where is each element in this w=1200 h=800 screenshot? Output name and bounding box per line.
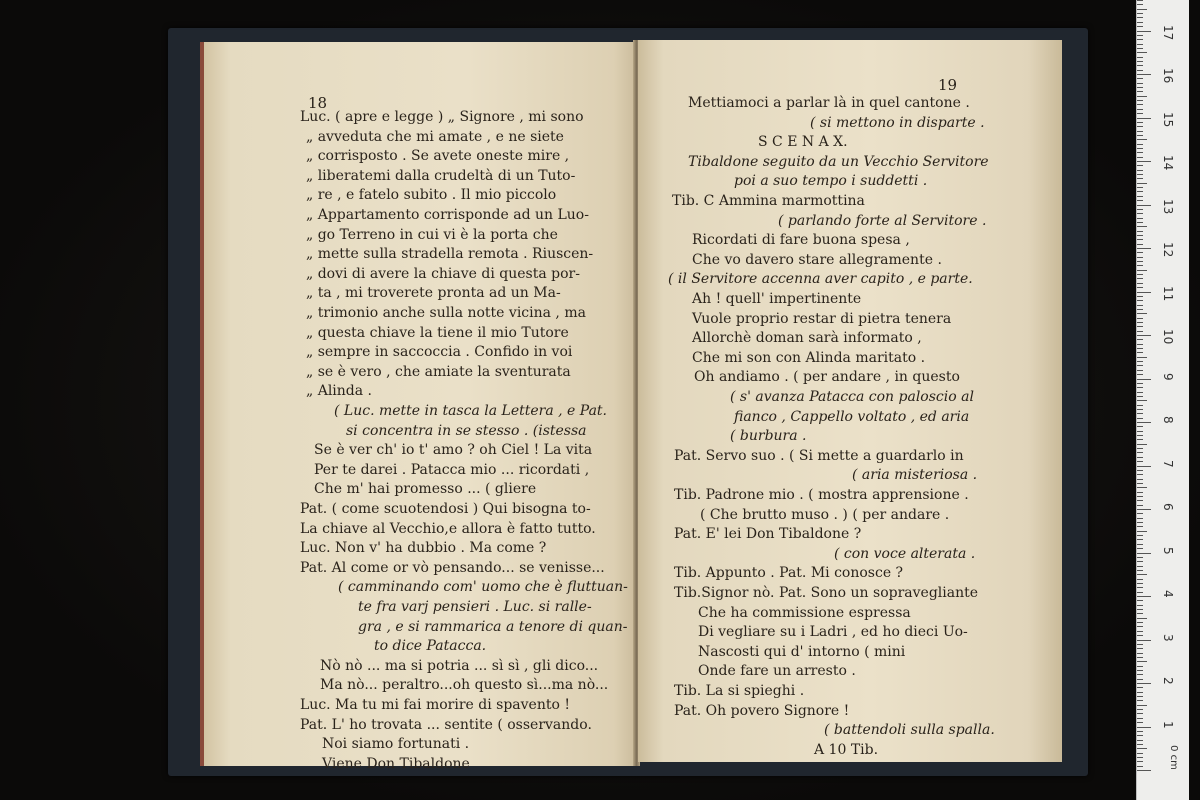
ruler-tick	[1137, 553, 1151, 554]
ruler-tick	[1137, 718, 1143, 719]
ruler-tick	[1137, 26, 1143, 27]
ruler-tick	[1137, 731, 1143, 732]
text-line: Luc. Ma tu mi fai morire di spavento !	[300, 697, 570, 713]
text-line: „ Alinda .	[306, 383, 372, 400]
ruler-tick	[1137, 596, 1151, 597]
ruler-tick	[1137, 635, 1143, 636]
text-line: Luc. ( apre e legge ) „ Signore , mi sono	[300, 109, 584, 125]
ruler-number: 2	[1161, 677, 1175, 685]
text-line: fianco , Cappello voltato , ed aria	[734, 408, 970, 425]
ruler-tick	[1137, 300, 1143, 301]
ruler-tick	[1137, 683, 1151, 684]
text-line: Ah ! quell' impertinente	[692, 291, 862, 307]
text-line: ( parlando forte al Servitore .	[778, 212, 987, 229]
text-line: gra , e si rammarica a tenore di quan-	[358, 618, 628, 635]
ruler-tick	[1137, 509, 1151, 510]
ruler-tick	[1137, 492, 1143, 493]
text-line: „ avveduta che mi amate , e ne siete	[306, 128, 564, 145]
ruler-tick	[1137, 500, 1143, 501]
ruler-tick	[1137, 178, 1143, 179]
ruler-tick	[1137, 157, 1143, 158]
text-line: Di vegliare su i Ladri , ed ho dieci Uo-	[698, 624, 968, 641]
ruler-tick	[1137, 566, 1143, 567]
ruler-tick	[1137, 365, 1143, 366]
ruler-tick	[1137, 548, 1143, 549]
ruler-tick	[1137, 409, 1143, 410]
ruler-tick	[1137, 757, 1143, 758]
ruler-tick	[1137, 713, 1143, 714]
measuring-ruler	[1136, 0, 1189, 800]
ruler-tick	[1137, 679, 1143, 680]
ruler-tick	[1137, 70, 1143, 71]
ruler-tick	[1137, 470, 1143, 471]
ruler-tick	[1137, 44, 1143, 45]
ruler-tick	[1137, 48, 1143, 49]
ruler-tick	[1137, 574, 1147, 575]
text-line: „ se è vero , che amiate la sventurata	[306, 363, 571, 380]
text-line: si concentra in se stesso . (istessa	[346, 422, 587, 439]
ruler-tick	[1137, 657, 1143, 658]
ruler-number: 14	[1161, 155, 1175, 171]
ruler-tick	[1137, 318, 1143, 319]
ruler-number: 15	[1161, 111, 1175, 127]
ruler-tick	[1137, 592, 1143, 593]
ruler-tick	[1137, 626, 1143, 627]
text-line: „ sempre in saccoccia . Confido in voi	[306, 344, 573, 361]
text-line: „ re , e fatelo subito . Il mio piccolo	[306, 187, 557, 204]
ruler-tick	[1137, 435, 1143, 436]
ruler-number: 4	[1161, 590, 1175, 598]
ruler-number: 8	[1161, 416, 1175, 424]
ruler-tick	[1137, 235, 1143, 236]
ruler-tick	[1137, 61, 1143, 62]
left-page-number: 18	[308, 94, 328, 112]
ruler-tick	[1137, 740, 1143, 741]
ruler-number: 16	[1161, 68, 1175, 84]
ruler-tick	[1137, 348, 1143, 349]
text-line: Tib. La si spieghi .	[674, 683, 805, 699]
ruler-tick	[1137, 561, 1143, 562]
text-line: Che vo davero stare allegramente .	[692, 251, 942, 268]
ruler-tick	[1137, 392, 1143, 393]
ruler-tick	[1137, 526, 1143, 527]
ruler-tick	[1137, 261, 1143, 262]
ruler-tick	[1137, 226, 1147, 227]
text-line: Ricordati di fare buona spesa ,	[692, 232, 910, 249]
ruler-tick	[1137, 744, 1143, 745]
ruler-tick	[1137, 74, 1151, 75]
ruler-tick	[1137, 126, 1143, 127]
ruler-tick	[1137, 283, 1143, 284]
ruler-tick	[1137, 213, 1143, 214]
ruler-tick	[1137, 631, 1143, 632]
ruler-tick	[1137, 200, 1143, 201]
ruler-number: 11	[1161, 285, 1175, 301]
ruler-tick	[1137, 461, 1143, 462]
ruler-tick	[1137, 148, 1143, 149]
text-line: to dice Patacca.	[374, 638, 487, 655]
text-line: Pat. Oh povero Signore !	[674, 702, 850, 719]
text-line: Vuole proprio restar di pietra tenera	[692, 310, 952, 327]
ruler-tick	[1137, 135, 1143, 136]
ruler-tick	[1137, 422, 1151, 423]
text-line: ( s' avanza Patacca con paloscio al	[730, 389, 974, 405]
ruler-tick	[1137, 583, 1143, 584]
ruler-tick	[1137, 326, 1143, 327]
text-line: Tib. C Ammina marmottina	[672, 193, 865, 209]
text-line: Ma nò... peraltro...oh questo sì...ma nò...	[320, 677, 609, 694]
ruler-tick	[1137, 183, 1147, 184]
ruler-tick	[1137, 622, 1143, 623]
ruler-tick	[1137, 331, 1143, 332]
ruler-tick	[1137, 361, 1143, 362]
ruler-tick	[1137, 383, 1143, 384]
text-line: te fra varj pensieri . Luc. si ralle-	[358, 599, 592, 615]
text-line: Allorchè doman sarà informato ,	[692, 330, 922, 347]
ruler-tick	[1137, 405, 1143, 406]
ruler-tick	[1137, 222, 1143, 223]
ruler-tick	[1137, 418, 1143, 419]
ruler-number: 6	[1161, 503, 1175, 511]
ruler-tick	[1137, 218, 1143, 219]
left-page	[200, 42, 640, 772]
ruler-tick	[1137, 122, 1143, 123]
ruler-tick	[1137, 118, 1151, 119]
ruler-tick	[1137, 600, 1143, 601]
right-page	[638, 40, 1062, 762]
ruler-tick	[1137, 13, 1143, 14]
text-line: Che mi son con Alinda maritato .	[692, 349, 926, 366]
ruler-tick	[1137, 479, 1143, 480]
ruler-number: 7	[1161, 459, 1175, 468]
ruler-tick	[1137, 487, 1147, 488]
ruler-tick	[1137, 305, 1143, 306]
ruler-tick	[1137, 709, 1143, 710]
ruler-tick	[1137, 244, 1143, 245]
text-line: Luc. Non v' ha dubbio . Ma come ?	[300, 540, 547, 557]
ruler-tick	[1137, 39, 1143, 40]
text-line: Tib. Padrone mio . ( mostra apprensione .	[674, 487, 969, 503]
ruler-tick	[1137, 174, 1143, 175]
text-line: Pat. Al come or vò pensando... se venisse...	[300, 559, 605, 576]
ruler-tick	[1137, 609, 1143, 610]
ruler-tick	[1137, 439, 1143, 440]
ruler-tick	[1137, 0, 1143, 1]
text-line: ( Che brutto muso . ) ( per andare .	[700, 506, 950, 523]
text-line: „ trimonio anche sulla notte vicina , ma	[306, 305, 586, 321]
ruler-tick	[1137, 265, 1143, 266]
ruler-tick	[1137, 640, 1151, 641]
ruler-tick	[1137, 696, 1143, 697]
ruler-tick	[1137, 322, 1143, 323]
ruler-tick	[1137, 748, 1147, 749]
ruler-tick	[1137, 9, 1147, 10]
ruler-tick	[1137, 104, 1143, 105]
ruler-tick	[1137, 335, 1151, 336]
ruler-tick	[1137, 83, 1143, 84]
ruler-tick	[1137, 535, 1143, 536]
ruler-tick	[1137, 296, 1143, 297]
ruler-tick	[1137, 448, 1143, 449]
text-line: ( si mettono in disparte .	[810, 114, 985, 131]
ruler-tick	[1137, 496, 1143, 497]
ruler-tick	[1137, 31, 1151, 32]
ruler-tick	[1137, 313, 1147, 314]
ruler-tick	[1137, 65, 1143, 66]
ruler-tick	[1137, 674, 1143, 675]
ruler-number: 17	[1161, 24, 1175, 40]
ruler-tick	[1137, 426, 1143, 427]
ruler-tick	[1137, 374, 1143, 375]
text-line: Per te darei . Patacca mio ... ricordati ,	[314, 461, 590, 478]
ruler-tick	[1137, 570, 1143, 571]
ruler-number: 12	[1161, 242, 1175, 258]
ruler-tick	[1137, 452, 1143, 453]
text-line: Oh andiamo . ( per andare , in questo	[694, 369, 960, 386]
ruler-tick	[1137, 531, 1147, 532]
ruler-number: 10	[1161, 329, 1175, 345]
ruler-tick	[1137, 165, 1143, 166]
ruler-tick	[1137, 457, 1143, 458]
text-line: Pat. ( come scuotendosi ) Qui bisogna to-	[300, 501, 591, 517]
text-line: Che m' hai promesso ... ( gliere	[314, 481, 537, 498]
text-line: Onde fare un arresto .	[698, 663, 856, 680]
ruler-tick	[1137, 483, 1143, 484]
ruler-tick	[1137, 605, 1143, 606]
text-line: „ corrisposto . Se avete oneste mire ,	[306, 148, 570, 165]
right-page-number: 19	[938, 76, 958, 94]
ruler-tick	[1137, 400, 1147, 401]
ruler-tick	[1137, 96, 1147, 97]
text-line: Pat. L' ho trovata ... sentite ( osservando.	[300, 716, 592, 733]
text-line: „ ta , mi troverete pronta ad un Ma-	[306, 285, 561, 302]
ruler-tick	[1137, 587, 1143, 588]
ruler-tick	[1137, 109, 1143, 110]
text-line: ( con voce alterata .	[834, 545, 976, 562]
ruler-tick	[1137, 357, 1147, 358]
text-line: poi a suo tempo i suddetti .	[734, 173, 928, 190]
ruler-tick	[1137, 252, 1143, 253]
ruler-tick	[1137, 292, 1151, 293]
ruler-tick	[1137, 4, 1143, 5]
ruler-tick	[1137, 113, 1143, 114]
ruler-tick	[1137, 753, 1143, 754]
ruler-tick	[1137, 474, 1143, 475]
ruler-tick	[1137, 692, 1143, 693]
ruler-tick	[1137, 466, 1151, 467]
ruler-tick	[1137, 191, 1143, 192]
ruler-tick	[1137, 161, 1151, 162]
text-line: ( camminando com' uomo che è fluttuan-	[338, 579, 628, 596]
ruler-number: 1	[1161, 720, 1175, 729]
ruler-tick	[1137, 579, 1143, 580]
ruler-tick	[1137, 87, 1143, 88]
ruler-tick	[1137, 666, 1143, 667]
text-line: Mettiamoci a parlar là in quel cantone .	[688, 95, 970, 111]
ruler-tick	[1137, 396, 1143, 397]
text-line: „ liberatemi dalla crudeltà di un Tuto-	[306, 167, 576, 184]
text-line: Nò nò ... ma si potria ... sì sì , gli dico...	[320, 657, 599, 674]
ruler-tick	[1137, 705, 1147, 706]
ruler-tick	[1137, 196, 1143, 197]
text-line: Nascosti qui d' intorno ( mini	[698, 643, 906, 660]
text-line: Pat. E' lei Don Tibaldone ?	[674, 526, 862, 543]
ruler-tick	[1137, 231, 1143, 232]
ruler-tick	[1137, 278, 1143, 279]
ruler-tick	[1137, 613, 1143, 614]
ruler-tick	[1137, 144, 1143, 145]
ruler-tick	[1137, 766, 1143, 767]
text-line: Tibaldone seguito da un Vecchio Servitore	[688, 153, 989, 170]
ruler-tick	[1137, 653, 1143, 654]
ruler-tick	[1137, 557, 1143, 558]
ruler-tick	[1137, 57, 1143, 58]
ruler-number: 13	[1161, 198, 1175, 214]
text-line: Tib. Appunto . Pat. Mi conosce ?	[674, 565, 904, 582]
text-line: „ mette sulla stradella remota . Riuscen-	[306, 246, 594, 263]
text-line: Se è ver ch' io t' amo ? oh Ciel ! La vita	[314, 442, 593, 459]
ruler-tick	[1137, 370, 1143, 371]
ruler-tick	[1137, 78, 1143, 79]
text-line: „ Appartamento corrisponde ad un Luo-	[306, 207, 589, 223]
ruler-number: 5	[1161, 546, 1175, 555]
text-line: A 10 Tib.	[814, 741, 879, 758]
text-line: S C E N A X.	[758, 134, 848, 151]
ruler-tick	[1137, 152, 1143, 153]
ruler-tick	[1137, 687, 1143, 688]
ruler-tick	[1137, 618, 1147, 619]
text-line: ( burbura .	[730, 428, 807, 445]
ruler-tick	[1137, 248, 1151, 249]
text-line: La chiave al Vecchio,e allora è fatto tutto.	[300, 520, 596, 537]
ruler-tick	[1137, 257, 1143, 258]
ruler-tick	[1137, 648, 1143, 649]
text-line: ( aria misteriosa .	[852, 467, 978, 484]
ruler-tick	[1137, 52, 1147, 53]
ruler-tick	[1137, 518, 1143, 519]
ruler-tick	[1137, 735, 1143, 736]
ruler-tick	[1137, 100, 1143, 101]
ruler-tick	[1137, 700, 1143, 701]
ruler-tick	[1137, 239, 1143, 240]
ruler-tick	[1137, 505, 1143, 506]
ruler-tick	[1137, 209, 1143, 210]
text-line: „ questa chiave la tiene il mio Tutore	[306, 324, 569, 341]
ruler-tick	[1137, 722, 1143, 723]
ruler-tick	[1137, 22, 1143, 23]
ruler-tick	[1137, 17, 1143, 18]
ruler-tick	[1137, 522, 1143, 523]
text-line: Tib.Signor nò. Pat. Sono un sopravegliante	[674, 585, 979, 601]
ruler-tick	[1137, 670, 1143, 671]
text-line: ( il Servitore accenna aver capito , e parte.	[668, 271, 973, 288]
text-line: „ go Terreno in cui vi è la porta che	[306, 226, 558, 243]
ruler-tick	[1137, 170, 1143, 171]
ruler-number: 3	[1161, 633, 1175, 642]
ruler-tick	[1137, 431, 1143, 432]
ruler-tick	[1137, 270, 1147, 271]
ruler-tick	[1137, 387, 1143, 388]
text-line: „ dovi di avere la chiave di questa por-	[306, 265, 580, 282]
ruler-tick	[1137, 770, 1151, 771]
ruler-number: 9	[1161, 372, 1175, 381]
text-line: ( battendoli sulla spalla.	[824, 722, 995, 739]
ruler-unit-label: 0 cm	[1167, 745, 1179, 770]
ruler-tick	[1137, 339, 1143, 340]
ruler-tick	[1137, 352, 1143, 353]
ruler-tick	[1137, 544, 1143, 545]
ruler-tick	[1137, 644, 1143, 645]
ruler-tick	[1137, 413, 1143, 414]
text-line: Pat. Servo suo . ( Si mette a guardarlo in	[674, 447, 964, 464]
text-line: ( Luc. mette in tasca la Lettera , e Pat.	[334, 403, 607, 419]
ruler-tick	[1137, 205, 1151, 206]
ruler-tick	[1137, 187, 1143, 188]
ruler-tick	[1137, 274, 1143, 275]
ruler-tick	[1137, 139, 1147, 140]
ruler-tick	[1137, 539, 1143, 540]
ruler-tick	[1137, 661, 1147, 662]
ruler-tick	[1137, 131, 1143, 132]
ruler-tick	[1137, 35, 1143, 36]
text-line: Viene Don Tibaldone	[322, 755, 470, 772]
ruler-tick	[1137, 727, 1151, 728]
text-line: Noi siamo fortunati .	[322, 736, 470, 753]
ruler-tick	[1137, 761, 1143, 762]
ruler-tick	[1137, 379, 1151, 380]
ruler-tick	[1137, 91, 1143, 92]
ruler-tick	[1137, 309, 1143, 310]
ruler-tick	[1137, 287, 1143, 288]
ruler-tick	[1137, 444, 1147, 445]
text-line: Che ha commissione espressa	[698, 604, 911, 621]
ruler-tick	[1137, 513, 1143, 514]
ruler-tick	[1137, 344, 1143, 345]
